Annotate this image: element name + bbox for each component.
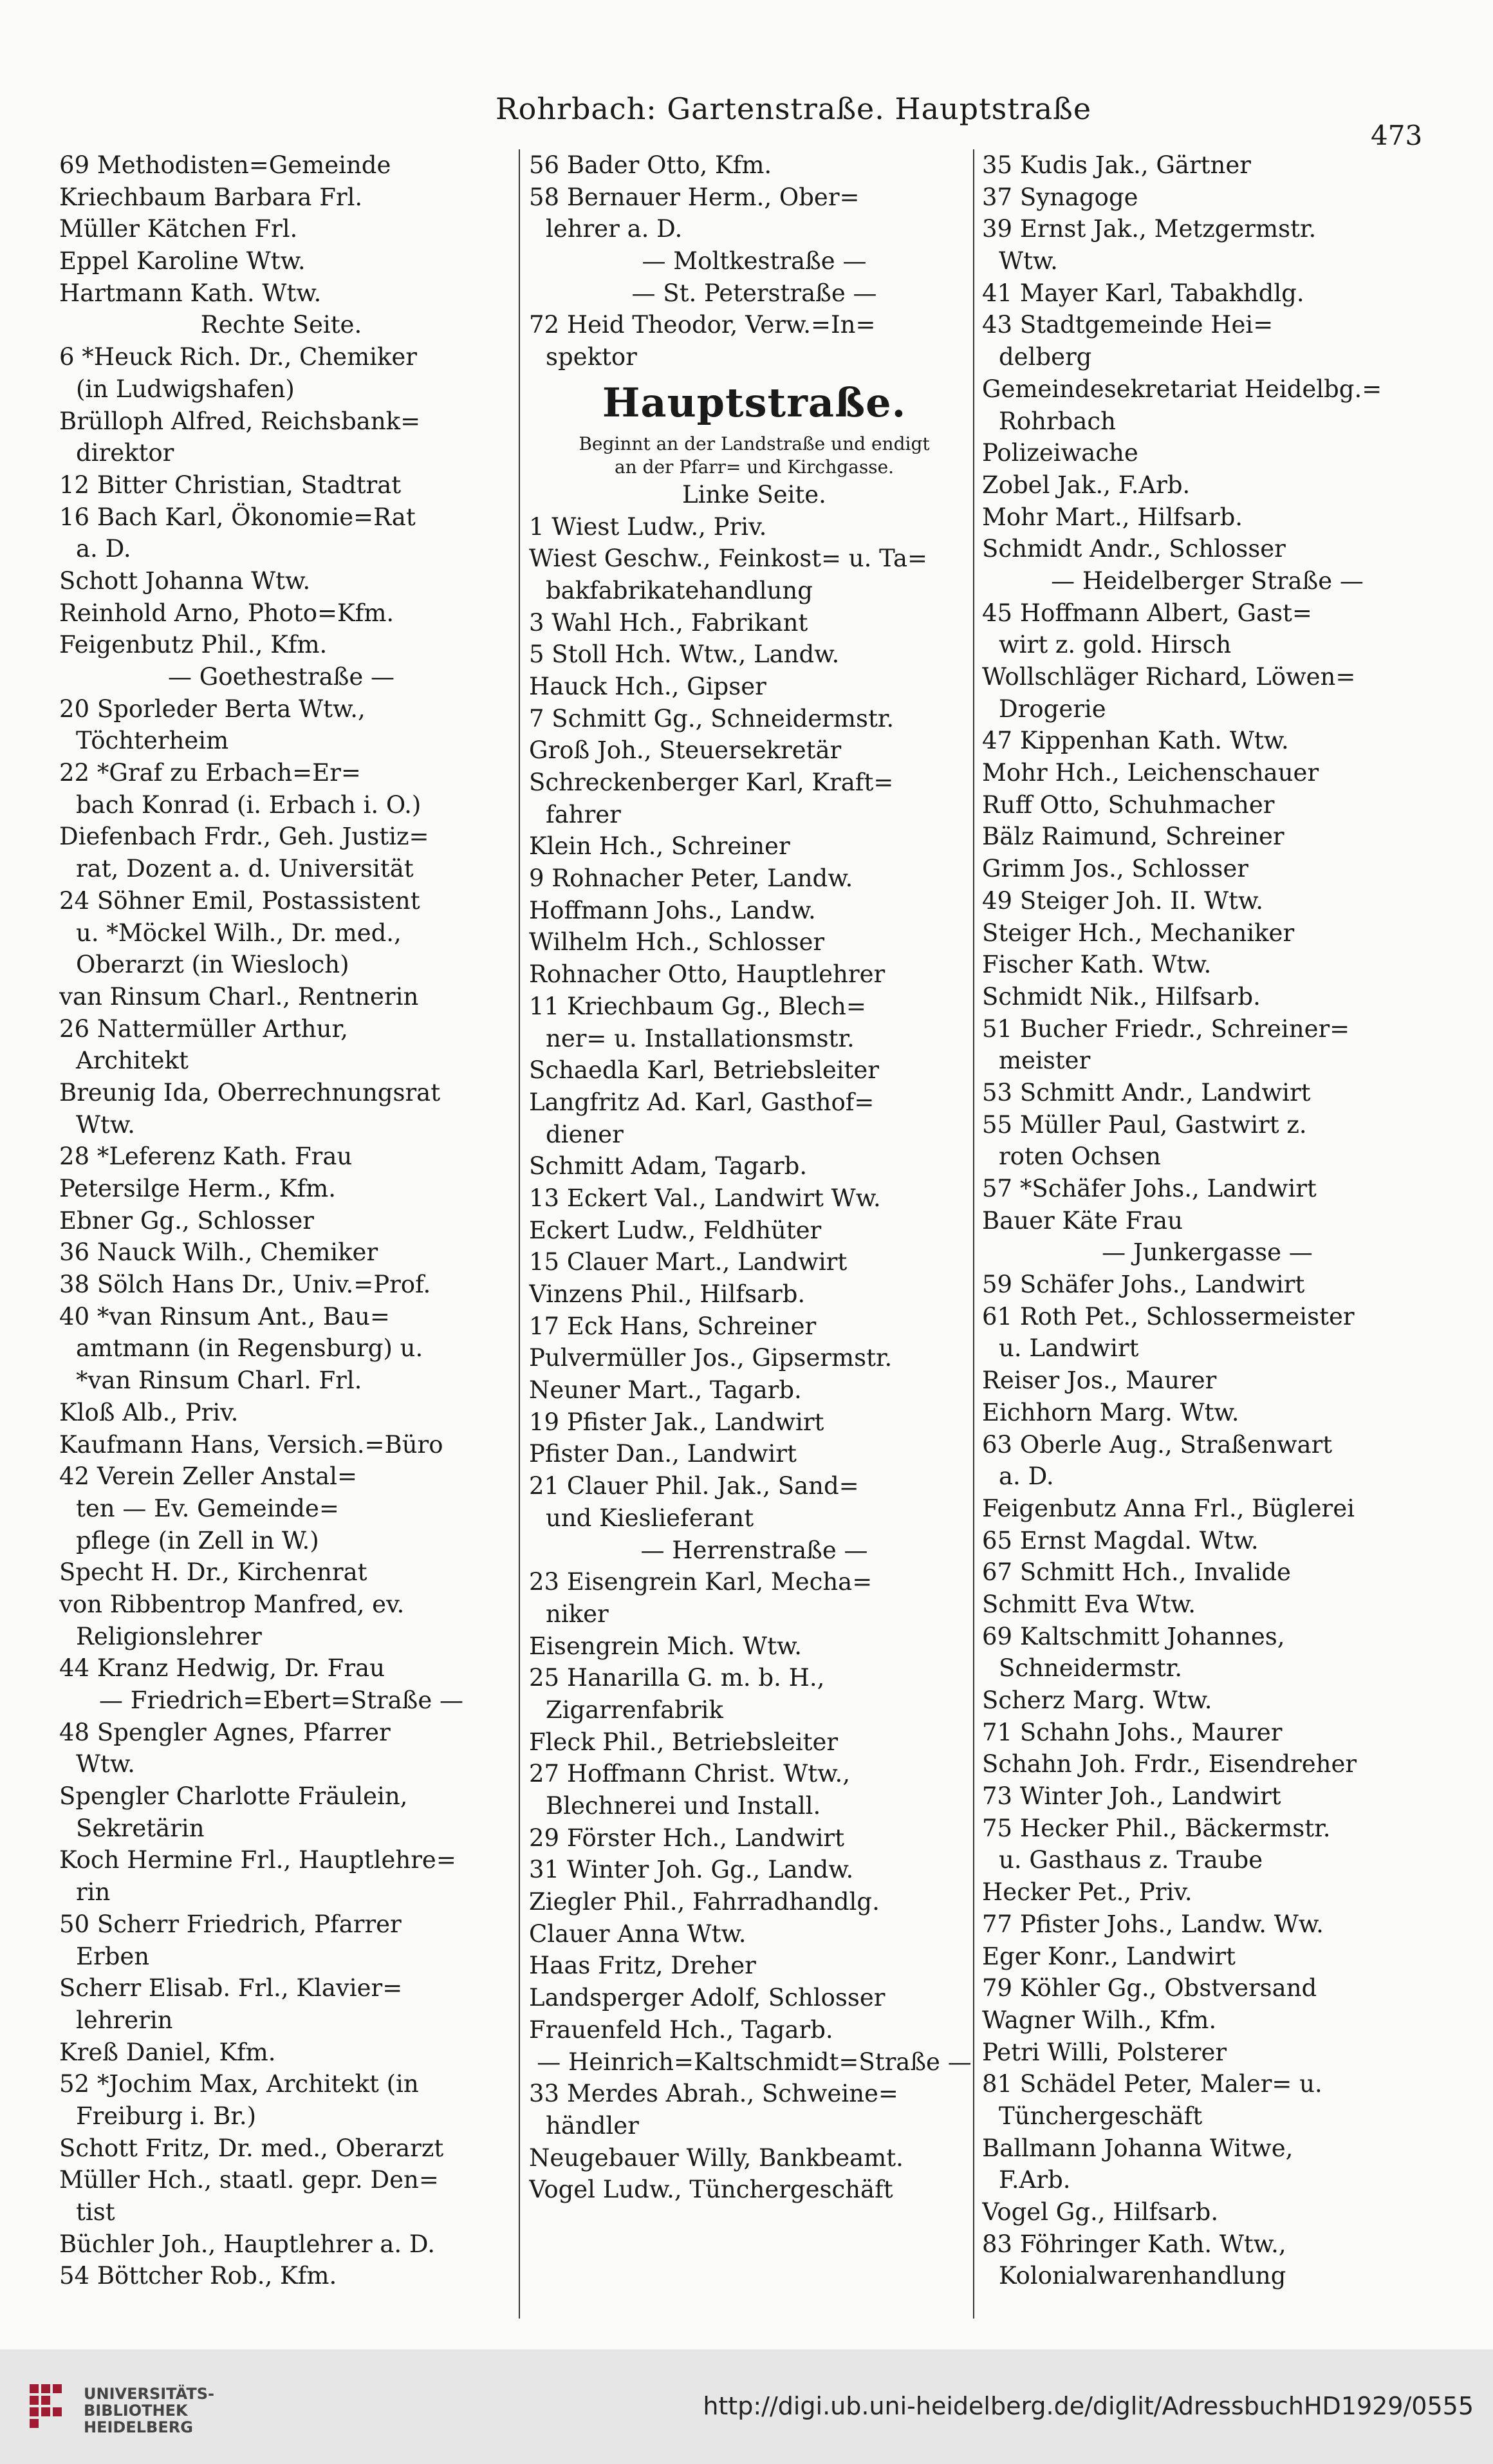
directory-entry: Schahn Joh. Frdr., Eisendreher xyxy=(982,1750,1357,1778)
directory-entry: 23 Eisengrein Karl, Mecha= xyxy=(529,1568,873,1596)
entry-continuation: Wtw. xyxy=(76,1750,135,1778)
entry-continuation: bach Konrad (i. Erbach i. O.) xyxy=(76,790,422,819)
entry-continuation: spektor xyxy=(546,343,637,371)
directory-entry: Ebner Gg., Schlosser xyxy=(59,1206,314,1235)
directory-entry: 40 *van Rinsum Ant., Bau= xyxy=(59,1302,390,1330)
directory-entry: Landsperger Adolf, Schlosser xyxy=(529,1984,886,2012)
directory-entry: 29 Förster Hch., Landwirt xyxy=(529,1824,844,1852)
directory-entry: Bälz Raimund, Schreiner xyxy=(982,823,1284,851)
directory-entry: 51 Bucher Friedr., Schreiner= xyxy=(982,1014,1350,1043)
directory-entry: 42 Verein Zeller Anstal= xyxy=(59,1462,357,1491)
entry-continuation: roten Ochsen xyxy=(999,1143,1161,1171)
entry-continuation: ten — Ev. Gemeinde= xyxy=(76,1494,339,1522)
section-heading: — Junkergasse — xyxy=(1102,1238,1313,1267)
entry-continuation: Wtw. xyxy=(76,1110,135,1139)
entry-continuation: Kolonialwarenhandlung xyxy=(999,2262,1286,2290)
directory-entry: Bauer Käte Frau xyxy=(982,1206,1183,1235)
entry-continuation: Drogerie xyxy=(999,695,1106,723)
directory-entry: 9 Rohnacher Peter, Landw. xyxy=(529,864,853,893)
directory-entry: 44 Kranz Hedwig, Dr. Frau xyxy=(59,1654,385,1683)
section-heading: — St. Peterstraße — xyxy=(631,279,877,307)
directory-entry: Hoffmann Johs., Landw. xyxy=(529,896,816,924)
directory-entry: 52 *Jochim Max, Architekt (in xyxy=(59,2070,419,2098)
directory-entry: Müller Kätchen Frl. xyxy=(59,215,298,243)
directory-entry: 39 Ernst Jak., Metzgermstr. xyxy=(982,215,1317,243)
directory-entry: Schaedla Karl, Betriebsleiter xyxy=(529,1056,879,1085)
directory-entry: Wiest Geschw., Feinkost= u. Ta= xyxy=(529,545,928,573)
directory-entry: 61 Roth Pet., Schlossermeister xyxy=(982,1302,1355,1330)
directory-entry: 17 Eck Hans, Schreiner xyxy=(529,1312,817,1340)
directory-entry: Reinhold Arno, Photo=Kfm. xyxy=(59,599,394,627)
column-middle xyxy=(529,149,979,2312)
directory-entry: Wilhelm Hch., Schlosser xyxy=(529,928,825,957)
directory-entry: 55 Müller Paul, Gastwirt z. xyxy=(982,1110,1307,1139)
entry-continuation: *van Rinsum Charl. Frl. xyxy=(76,1367,362,1395)
entry-continuation: delberg xyxy=(999,343,1092,371)
directory-entry: 72 Heid Theodor, Verw.=In= xyxy=(529,311,876,339)
directory-entry: Hauck Hch., Gipser xyxy=(529,672,766,700)
directory-entry: 67 Schmitt Hch., Invalide xyxy=(982,1558,1291,1587)
directory-entry: 26 Nattermüller Arthur, xyxy=(59,1014,348,1043)
directory-entry: 20 Sporleder Berta Wtw., xyxy=(59,695,366,723)
entry-continuation: meister xyxy=(999,1047,1091,1075)
directory-entry: Neuner Mart., Tagarb. xyxy=(529,1376,802,1405)
library-logo-icon xyxy=(26,2382,64,2433)
entry-continuation: tist xyxy=(76,2198,115,2226)
entry-continuation: rin xyxy=(76,1878,111,1907)
directory-entry: Kaufmann Hans, Versich.=Büro xyxy=(59,1430,443,1459)
directory-entry: Scherr Elisab. Frl., Klavier= xyxy=(59,1974,403,2002)
directory-entry: Schott Fritz, Dr. med., Oberarzt xyxy=(59,2134,444,2162)
entry-continuation: Zigarrenfabrik xyxy=(546,1695,723,1724)
directory-entry: Feigenbutz Phil., Kfm. xyxy=(59,631,328,659)
directory-entry: Brülloph Alfred, Reichsbank= xyxy=(59,407,421,435)
entry-continuation: Rohrbach xyxy=(999,407,1116,435)
directory-entry: Wagner Wilh., Kfm. xyxy=(982,2006,1217,2034)
directory-entry: Schmidt Nik., Hilfsarb. xyxy=(982,982,1261,1011)
directory-entry: 35 Kudis Jak., Gärtner xyxy=(982,151,1251,179)
directory-entry: 73 Winter Joh., Landwirt xyxy=(982,1782,1281,1811)
section-heading: — Heidelberger Straße — xyxy=(1051,566,1364,595)
directory-entry: 45 Hoffmann Albert, Gast= xyxy=(982,599,1312,627)
directory-entry: 6 *Heuck Rich. Dr., Chemiker xyxy=(59,343,417,371)
directory-entry: 79 Köhler Gg., Obstversand xyxy=(982,1974,1317,2002)
column-left xyxy=(59,149,503,2312)
library-logo-text xyxy=(84,2385,214,2436)
street-title: Hauptstraße. xyxy=(602,378,907,426)
directory-entry: Reiser Jos., Maurer xyxy=(982,1367,1217,1395)
entry-continuation: Architekt xyxy=(76,1047,189,1075)
directory-entry: 71 Schahn Johs., Maurer xyxy=(982,1718,1283,1746)
directory-entry: Ziegler Phil., Fahrradhandlg. xyxy=(529,1888,880,1916)
directory-entry: 27 Hoffmann Christ. Wtw., xyxy=(529,1760,850,1788)
directory-entry: Pfister Dan., Landwirt xyxy=(529,1440,797,1468)
directory-entry: 54 Böttcher Rob., Kfm. xyxy=(59,2262,337,2290)
entry-continuation: Töchterheim xyxy=(76,727,229,755)
logo-line: UNIVERSITÄTS- xyxy=(84,2385,215,2403)
directory-entry: Ruff Otto, Schuhmacher xyxy=(982,790,1275,819)
directory-entry: Frauenfeld Hch., Tagarb. xyxy=(529,2015,833,2044)
directory-entry: Spengler Charlotte Fräulein, xyxy=(59,1782,408,1811)
directory-entry: 33 Merdes Abrah., Schweine= xyxy=(529,2080,898,2108)
directory-entry: Clauer Anna Wtw. xyxy=(529,1919,746,1948)
directory-entry: 56 Bader Otto, Kfm. xyxy=(529,151,772,179)
directory-entry: Wollschläger Richard, Löwen= xyxy=(982,663,1356,691)
directory-entry: 13 Eckert Val., Landwirt Ww. xyxy=(529,1184,881,1212)
directory-entry: Pulvermüller Jos., Gipsermstr. xyxy=(529,1344,893,1372)
directory-entry: Mohr Mart., Hilfsarb. xyxy=(982,503,1243,531)
directory-entry: Schmitt Adam, Tagarb. xyxy=(529,1152,808,1181)
logo-line: HEIDELBERG xyxy=(84,2418,193,2436)
directory-entry: Schreckenberger Karl, Kraft= xyxy=(529,769,894,796)
directory-entry: 77 Pfister Johs., Landw. Ww. xyxy=(982,1910,1324,1938)
entry-continuation: lehrerin xyxy=(76,2006,173,2034)
directory-entry: Steiger Hch., Mechaniker xyxy=(982,919,1295,947)
directory-entry: Scherz Marg. Wtw. xyxy=(982,1686,1212,1714)
entry-continuation: u. *Möckel Wilh., Dr. med., xyxy=(76,919,402,947)
directory-entry: 43 Stadtgemeinde Hei= xyxy=(982,311,1274,339)
section-heading: — Moltkestraße — xyxy=(642,247,867,275)
section-heading: — Goethestraße — xyxy=(167,663,395,691)
directory-entry: 16 Bach Karl, Ökonomie=Rat xyxy=(59,503,416,531)
directory-entry: Eppel Karoline Wtw. xyxy=(59,247,306,275)
entry-continuation: Religionslehrer xyxy=(76,1622,262,1650)
entry-continuation: Wtw. xyxy=(999,247,1058,275)
directory-entry: 12 Bitter Christian, Stadtrat xyxy=(59,471,402,499)
section-heading: Rechte Seite. xyxy=(200,311,362,339)
entry-continuation: händler xyxy=(546,2111,639,2140)
page-number: 473 xyxy=(1371,120,1423,151)
directory-entry: Eisengrein Mich. Wtw. xyxy=(529,1632,802,1660)
permalink-url[interactable]: http://digi.ub.uni-heidelberg.de/diglit/AdressbuchHD1929/0555 xyxy=(703,2392,1474,2420)
running-title: Rohrbach: Gartenstraße. Hauptstraße xyxy=(496,91,1092,126)
section-heading: — Herrenstraße — xyxy=(640,1536,868,1564)
directory-entry: 37 Synagoge xyxy=(982,183,1138,211)
entry-continuation: F.Arb. xyxy=(999,2166,1071,2194)
directory-entry: Haas Fritz, Dreher xyxy=(529,1952,756,1980)
directory-entry: 7 Schmitt Gg., Schneidermstr. xyxy=(529,704,895,733)
directory-entry: 75 Hecker Phil., Bäckermstr. xyxy=(982,1814,1331,1842)
entry-continuation: amtmann (in Regensburg) u. xyxy=(76,1334,423,1363)
column-right xyxy=(982,149,1433,2312)
directory-entry: 81 Schädel Peter, Maler= u. xyxy=(982,2070,1322,2098)
directory-entry: Specht H. Dr., Kirchenrat xyxy=(59,1558,367,1587)
viewer-footer xyxy=(0,2349,1493,2464)
directory-entry: Vogel Gg., Hilfsarb. xyxy=(982,2198,1219,2226)
entry-continuation: bakfabrikatehandlung xyxy=(546,576,813,604)
entry-continuation: wirt z. gold. Hirsch xyxy=(999,631,1232,659)
directory-entry: 69 Kaltschmitt Johannes, xyxy=(982,1622,1285,1650)
directory-entry: von Ribbentrop Manfred, ev. xyxy=(59,1590,405,1618)
directory-entry: 28 *Leferenz Kath. Frau xyxy=(59,1143,353,1171)
entry-continuation: a. D. xyxy=(76,535,131,563)
directory-entry: Schmitt Eva Wtw. xyxy=(982,1590,1196,1618)
directory-entry: Schmidt Andr., Schlosser xyxy=(982,535,1286,563)
entry-continuation: pflege (in Zell in W.) xyxy=(76,1526,319,1554)
entry-continuation: rat, Dozent a. d. Universität xyxy=(76,855,414,883)
directory-entry: Hartmann Kath. Wtw. xyxy=(59,279,322,307)
directory-entry: Eckert Ludw., Feldhüter xyxy=(529,1216,822,1244)
entry-continuation: und Kieslieferant xyxy=(546,1504,754,1532)
directory-entry: 41 Mayer Karl, Tabakhdlg. xyxy=(982,279,1304,307)
directory-entry: 48 Spengler Agnes, Pfarrer xyxy=(59,1718,391,1746)
directory-entry: Gemeindesekretariat Heidelbg.= xyxy=(982,375,1382,403)
column-divider xyxy=(973,149,974,2319)
directory-entry: Neugebauer Willy, Bankbeamt. xyxy=(529,2143,904,2172)
directory-entry: 83 Föhringer Kath. Wtw., xyxy=(982,2230,1286,2258)
entry-continuation: (in Ludwigshafen) xyxy=(76,375,295,403)
directory-entry: 50 Scherr Friedrich, Pfarrer xyxy=(59,1910,402,1938)
directory-entry: Zobel Jak., F.Arb. xyxy=(982,471,1191,499)
directory-entry: 47 Kippenhan Kath. Wtw. xyxy=(982,727,1289,755)
directory-entry: Mohr Hch., Leichenschauer xyxy=(982,759,1319,787)
directory-entry: Groß Joh., Steuersekretär xyxy=(529,736,842,765)
directory-entry: Eichhorn Marg. Wtw. xyxy=(982,1398,1239,1426)
directory-entry: 58 Bernauer Herm., Ober= xyxy=(529,183,860,211)
directory-entry: Klein Hch., Schreiner xyxy=(529,832,790,861)
directory-entry: 1 Wiest Ludw., Priv. xyxy=(529,512,767,541)
directory-entry: Kloß Alb., Priv. xyxy=(59,1398,239,1426)
directory-entry: Rohnacher Otto, Hauptlehrer xyxy=(529,960,886,989)
entry-continuation: Tünchergeschäft xyxy=(999,2102,1203,2130)
entry-continuation: diener xyxy=(546,1120,624,1148)
directory-entry: Kreß Daniel, Kfm. xyxy=(59,2038,276,2066)
directory-entry: 49 Steiger Joh. II. Wtw. xyxy=(982,886,1263,915)
street-note: an der Pfarr= und Kirchgasse. xyxy=(614,456,895,478)
entry-continuation: Sekretärin xyxy=(76,1814,205,1842)
directory-entry: Eger Konr., Landwirt xyxy=(982,1942,1236,1970)
entry-continuation: Oberarzt (in Wiesloch) xyxy=(76,951,349,979)
directory-entry: 57 *Schäfer Johs., Landwirt xyxy=(982,1175,1317,1202)
directory-entry: Petersilge Herm., Kfm. xyxy=(59,1175,336,1202)
directory-entry: 3 Wahl Hch., Fabrikant xyxy=(529,608,808,637)
entry-continuation: Freiburg i. Br.) xyxy=(76,2102,257,2130)
entry-continuation: a. D. xyxy=(999,1462,1054,1491)
street-note: Beginnt an der Landstraße und endigt xyxy=(579,433,930,454)
entry-continuation: ner= u. Installationsmstr. xyxy=(546,1024,855,1052)
directory-entry: Langfritz Ad. Karl, Gasthof= xyxy=(529,1088,875,1116)
entry-continuation: lehrer a. D. xyxy=(546,215,683,243)
directory-entry: Fischer Kath. Wtw. xyxy=(982,951,1212,979)
entry-continuation: Erben xyxy=(76,1942,150,1970)
entry-continuation: u. Gasthaus z. Traube xyxy=(999,1846,1263,1874)
directory-entry: 53 Schmitt Andr., Landwirt xyxy=(982,1078,1311,1106)
directory-entry: Schott Johanna Wtw. xyxy=(59,566,311,595)
directory-entry: Hecker Pet., Priv. xyxy=(982,1878,1192,1907)
directory-entry: 38 Sölch Hans Dr., Univ.=Prof. xyxy=(59,1271,431,1299)
directory-entry: 5 Stoll Hch. Wtw., Landw. xyxy=(529,640,840,669)
directory-entry: Vinzens Phil., Hilfsarb. xyxy=(529,1280,806,1308)
directory-entry: 11 Kriechbaum Gg., Blech= xyxy=(529,992,866,1020)
directory-entry: 25 Hanarilla G. m. b. H., xyxy=(529,1664,825,1692)
directory-entry: 59 Schäfer Johs., Landwirt xyxy=(982,1271,1305,1299)
directory-entry: 21 Clauer Phil. Jak., Sand= xyxy=(529,1472,859,1500)
entry-continuation: Schneidermstr. xyxy=(999,1654,1183,1683)
directory-entry: 15 Clauer Mart., Landwirt xyxy=(529,1248,848,1276)
section-heading: — Friedrich=Ebert=Straße — xyxy=(98,1686,464,1714)
directory-entry: 65 Ernst Magdal. Wtw. xyxy=(982,1526,1259,1554)
directory-entry: van Rinsum Charl., Rentnerin xyxy=(59,982,419,1011)
directory-entry: 24 Söhner Emil, Postassistent xyxy=(59,886,420,915)
directory-entry: Petri Willi, Polsterer xyxy=(982,2038,1227,2066)
directory-entry: 19 Pfister Jak., Landwirt xyxy=(529,1408,824,1436)
entry-continuation: Blechnerei und Install. xyxy=(546,1792,821,1820)
directory-entry: 63 Oberle Aug., Straßenwart xyxy=(982,1430,1333,1459)
column-divider xyxy=(519,149,520,2319)
directory-entry: Koch Hermine Frl., Hauptlehre= xyxy=(59,1846,456,1874)
directory-entry: Grimm Jos., Schlosser xyxy=(982,855,1248,883)
directory-entry: 22 *Graf zu Erbach=Er= xyxy=(59,759,361,787)
entry-continuation: u. Landwirt xyxy=(999,1334,1139,1363)
directory-entry: Büchler Joh., Hauptlehrer a. D. xyxy=(59,2230,435,2258)
section-heading: Linke Seite. xyxy=(682,480,826,509)
directory-entry: 36 Nauck Wilh., Chemiker xyxy=(59,1238,378,1267)
page-header xyxy=(0,85,1493,151)
directory-entry: Vogel Ludw., Tünchergeschäft xyxy=(529,2176,893,2204)
directory-entry: Diefenbach Frdr., Geh. Justiz= xyxy=(59,823,429,851)
directory-entry: Breunig Ida, Oberrechnungsrat xyxy=(59,1078,441,1106)
directory-entry: Fleck Phil., Betriebsleiter xyxy=(529,1728,839,1756)
entry-continuation: fahrer xyxy=(546,800,621,828)
entry-continuation: niker xyxy=(546,1600,609,1628)
directory-entry: Kriechbaum Barbara Frl. xyxy=(59,183,363,211)
entry-continuation: direktor xyxy=(76,439,174,467)
directory-entry: Feigenbutz Anna Frl., Büglerei xyxy=(982,1494,1355,1522)
logo-line: BIBLIOTHEK xyxy=(84,2402,188,2420)
section-heading: — Heinrich=Kaltschmidt=Straße — xyxy=(537,2048,972,2076)
directory-entry: 69 Methodisten=Gemeinde xyxy=(59,151,391,179)
directory-entry: Ballmann Johanna Witwe, xyxy=(982,2134,1294,2162)
directory-entry: 31 Winter Joh. Gg., Landw. xyxy=(529,1856,854,1884)
directory-entry: Polizeiwache xyxy=(982,439,1138,467)
directory-entry: Müller Hch., staatl. gepr. Den= xyxy=(59,2166,439,2194)
